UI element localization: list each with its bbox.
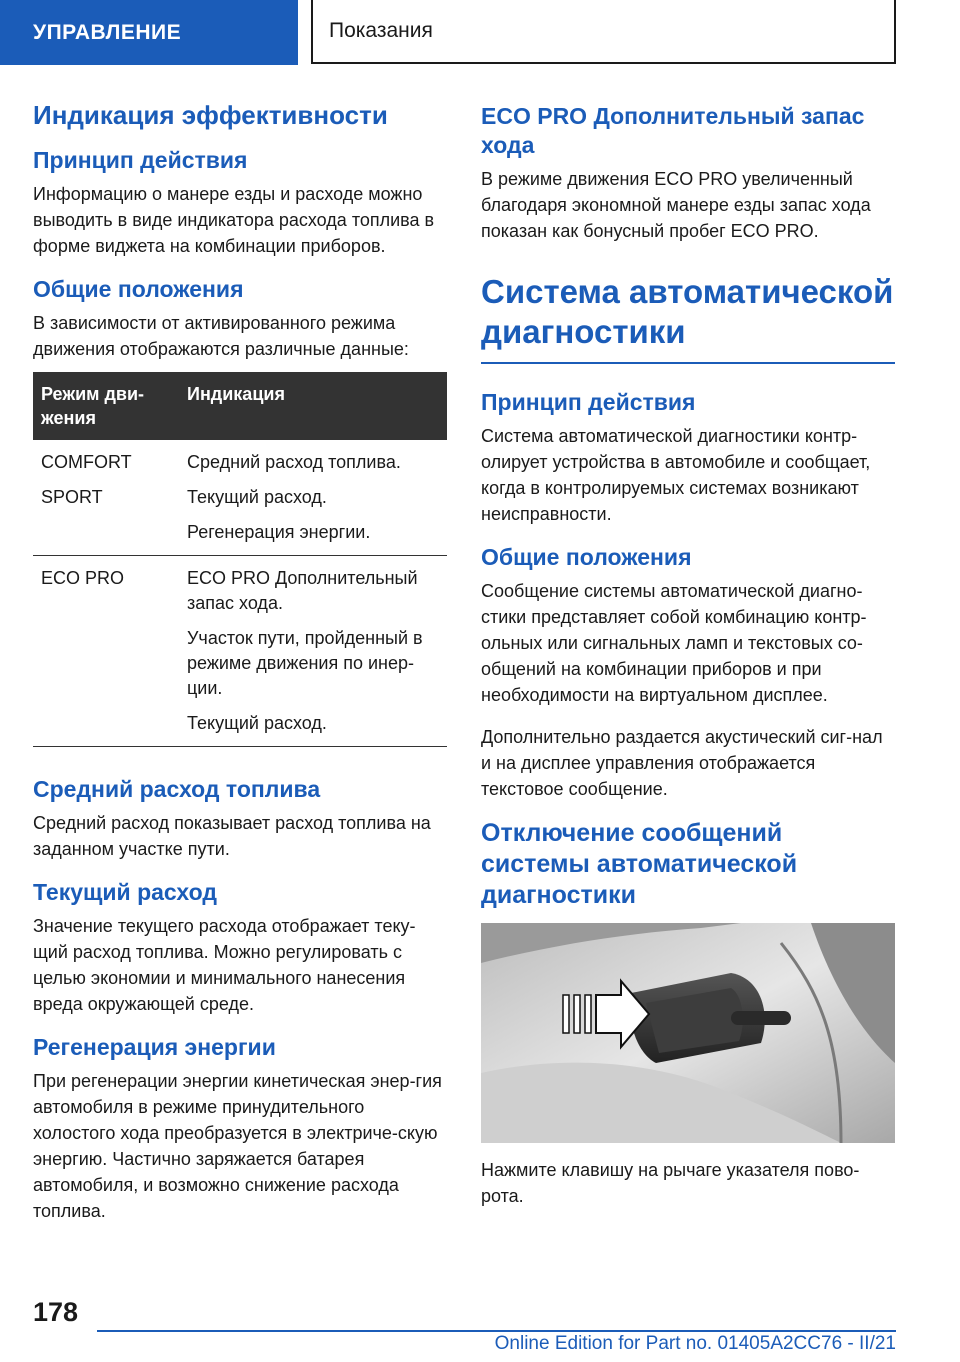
- display-item: Регенерация энергии.: [187, 522, 371, 542]
- display-item: ECO PRO Дополнительный запас хода.: [187, 568, 418, 613]
- turn-signal-lever-illustration: [481, 923, 895, 1143]
- paragraph-general: В зависимости от активированного режима движения отображаются различные данные:: [33, 313, 409, 359]
- header-section-tab: [0, 0, 298, 65]
- table-header-display: Индикация: [179, 372, 447, 440]
- header-chapter-tab: [311, 0, 896, 64]
- header-chapter-label: Показания: [329, 19, 433, 42]
- table-cell-modes: [33, 556, 179, 747]
- table-cell-modes: [33, 440, 179, 556]
- heading-energy-recovery: Регенерация энергии: [33, 1034, 276, 1060]
- footer-divider: [97, 1330, 896, 1332]
- figure-caption: Нажмите клавишу на рычаге указателя пово-рота.: [481, 1160, 860, 1206]
- table-header-row: [33, 372, 447, 440]
- heading-diag-general: Общие положения: [481, 544, 692, 570]
- section-title-efficiency: Индикация эффективности: [33, 100, 388, 130]
- paragraph-principle: Информацию о манере езды и расходе можно выводить в виде индикатора расхода топлива в форме виджета на комбинации приборов.: [33, 184, 435, 256]
- mode-display-table: [33, 372, 447, 747]
- paragraph-eco-pro-range: В режиме движения ECO PRO увеличенный благодаря экономной манере езды запас хода показан как бонусный пробег ECO PRO.: [481, 169, 871, 241]
- paragraph-average-consumption: Средний расход показывает расход топлива на заданном участке пути.: [33, 813, 431, 859]
- display-item: Средний расход топлива.: [187, 452, 401, 472]
- mode-label: SPORT: [41, 487, 103, 507]
- mode-label: COMFORT: [41, 452, 132, 472]
- paragraph-diag-general-2: Дополнительно раздается акустический сиг-нал и на дисплее управления отображается текстовое сообщение.: [481, 727, 883, 799]
- turn-signal-lever-figure: [481, 923, 895, 1143]
- page-number: 178: [33, 1297, 79, 1327]
- display-item: Текущий расход.: [187, 713, 327, 733]
- left-column: [33, 98, 447, 1240]
- paragraph-current-consumption: Значение текущего расхода отображает теку-щий расход топлива. Можно регулировать с целью экономии и минимального нанесения вреда окружающей среде.: [33, 916, 416, 1014]
- heading-eco-pro-range: ECO PRO Дополнительный запас хода: [481, 103, 865, 158]
- display-item: Участок пути, пройденный в режиме движения по инер-ции.: [187, 628, 423, 698]
- paragraph-energy-recovery: При регенерации энергии кинетическая энер-гия автомобиля в режиме принудительного холостого хода преобразуется в электриче-скую энергию. Частично заряжается батарея автомобиля, и возможно снижение расхода топлива.: [33, 1071, 442, 1221]
- heading-diag-principle: Принцип действия: [481, 389, 696, 415]
- header-section-label: УПРАВЛЕНИЕ: [33, 20, 182, 44]
- display-item: Текущий расход.: [187, 487, 327, 507]
- table-row: [33, 440, 447, 556]
- heading-average-consumption: Средний расход топлива: [33, 776, 321, 802]
- table-cell-display: [179, 556, 447, 747]
- section-title-diagnostics: Система автоматической диагностики: [481, 272, 895, 364]
- heading-disable-messages: Отключение сообщений системы автоматической диагностики: [481, 819, 798, 909]
- table-row: [33, 556, 447, 747]
- right-column: [481, 98, 895, 1225]
- paragraph-diag-principle: Система автоматической диагностики контр-олирует устройства в автомобиле и сообщает, когда в контролируемых системах возникают неисправности.: [481, 426, 871, 524]
- paragraph-diag-general-1: Сообщение системы автоматической диагно-стики представляет собой комбинацию контр-ольных или сигнальных ламп и текстовых со-общений на комбинации приборов и при необходимости на виртуальном дисплее.: [481, 581, 867, 705]
- table-header-mode: Режим дви-жения: [33, 372, 179, 440]
- footer-edition-link[interactable]: Online Edition for Part no. 01405A2CC76 - II/21: [494, 1333, 896, 1354]
- heading-general: Общие положения: [33, 276, 244, 302]
- table-cell-display: [179, 440, 447, 556]
- mode-label: ECO PRO: [41, 568, 125, 588]
- heading-principle: Принцип действия: [33, 147, 248, 173]
- heading-current-consumption: Текущий расход: [33, 879, 217, 905]
